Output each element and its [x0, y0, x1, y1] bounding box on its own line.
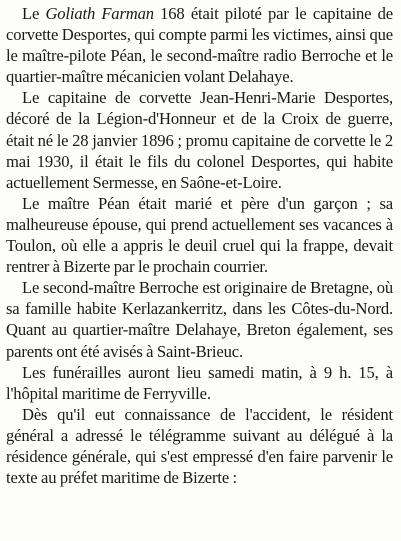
paragraph-crew [6, 3, 393, 87]
paragraph-berroche-delahaye: Le second-maître Berroche est originaire de Bretagne, où sa famille habite Kerlazankerritz, dans les Côtes-du-Nord. Quant au quartier-maître Delahaye, Breton également, ses parents ont été avisés à Saint-Brieuc. [6, 278, 393, 361]
paragraph-desportes: Le capitaine de corvette Jean-Henri-Marie Desportes, décoré de la Légion-d'Honneur et de la Croix de guerre, était né le 28 janvier 1896 ; promu capitaine de corvette le 2 mai 1930, il était le fils du colonel Desportes, qui habite actuellement Sermesse, en Saône-et-Loire. [6, 88, 393, 192]
aircraft-name: Goliath Farman [45, 4, 154, 23]
intro-before: Le [22, 4, 46, 23]
intro-after: 168 était piloté par le capitaine de corvette Desportes, qui compte parmi les victimes, ainsi que le maître-pilote Péan, le second-maître radio Berroche et le quartier-maître mécanicien volant Delahaye. [6, 4, 393, 87]
paragraph-funerals: Les funérailles auront lieu samedi matin, à 9 h. 15, à l'hôpital maritime de Ferryville. [6, 362, 393, 403]
paragraph-telegram: Dès qu'il eut connaissance de l'accident, le résident général a adressé le télégramme suivant au délégué à la résidence générale, qui s'est empressé d'en faire parvenir le texte au préfet maritime de Bizerte : [6, 404, 393, 488]
paragraph-pean: Le maître Péan était marié et père d'un garçon ; sa malheureuse épouse, qui prend actuellement ses vacances à Toulon, où elle a appris le deuil cruel qui la frappe, devait rentrer à Bizerte par le prochain courrier. [6, 193, 393, 277]
